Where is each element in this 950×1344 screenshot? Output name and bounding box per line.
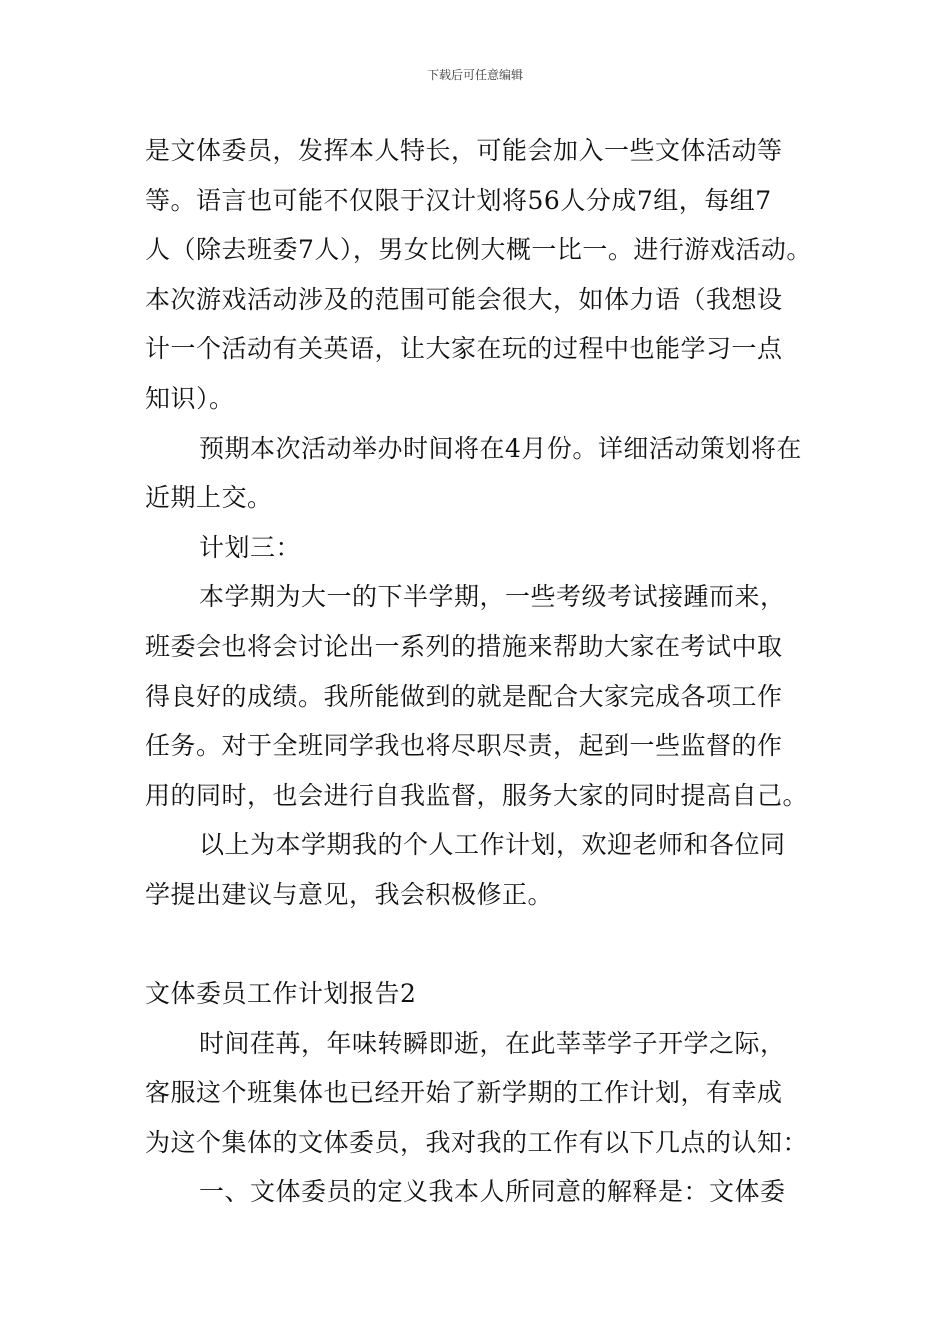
- text-line: 得良好的成绩。我所能做到的就是配合大家完成各项工作: [145, 681, 783, 711]
- text-line: 等。语言也可能不仅限于汉计划将56人分成7组，每组7: [145, 185, 772, 215]
- page-header: 下载后可任意编辑: [426, 68, 523, 82]
- paragraph-gap: [145, 920, 825, 970]
- paragraph-first-line: 时间荏苒，年味转瞬即逝，在此莘莘学子开学之际，: [199, 1028, 786, 1058]
- text-line: 任务。对于全班同学我也将尽职尽责，起到一些监督的作: [145, 731, 783, 761]
- text-line: 用的同时，也会进行自我监督，服务大家的同时提高自己。: [145, 780, 809, 810]
- paragraph-first-line: 预期本次活动举办时间将在4月份。详细活动策划将在: [199, 433, 802, 463]
- text-line: 是文体委员，发挥本人特长，可能会加入一些文体活动等: [145, 136, 783, 165]
- text-line: 近期上交。: [145, 483, 273, 513]
- text-line: 班委会也将会讨论出一系列的措施来帮助大家在考试中取: [145, 631, 783, 661]
- text-line: 知识）。: [145, 383, 235, 413]
- document-body: [145, 126, 825, 1217]
- text-line: 人（除去班委7人），男女比例大概一比一。进行游戏活动。: [145, 235, 812, 265]
- text-line: 客服这个班集体也已经开始了新学期的工作计划，有幸成: [145, 1078, 783, 1108]
- report-title: 文体委员工作计划报告2: [145, 979, 417, 1009]
- paragraph-first-line: 一、文体委员的定义我本人所同意的解释是：文体委: [199, 1177, 786, 1207]
- section-heading: 计划三：: [199, 532, 302, 562]
- text-line: 本次游戏活动涉及的范围可能会很大，如体力语（我想设: [145, 284, 783, 314]
- text-line: 计一个活动有关英语，让大家在玩的过程中也能学习一点: [145, 334, 783, 364]
- paragraph-first-line: 本学期为大一的下半学期，一些考级考试接踵而来，: [199, 582, 786, 612]
- text-line: 为这个集体的文体委员，我对我的工作有以下几点的认知：: [145, 1127, 809, 1157]
- paragraph-first-line: 以上为本学期我的个人工作计划，欢迎老师和各位同: [199, 830, 786, 860]
- text-line: 学提出建议与意见，我会积极修正。: [145, 879, 554, 909]
